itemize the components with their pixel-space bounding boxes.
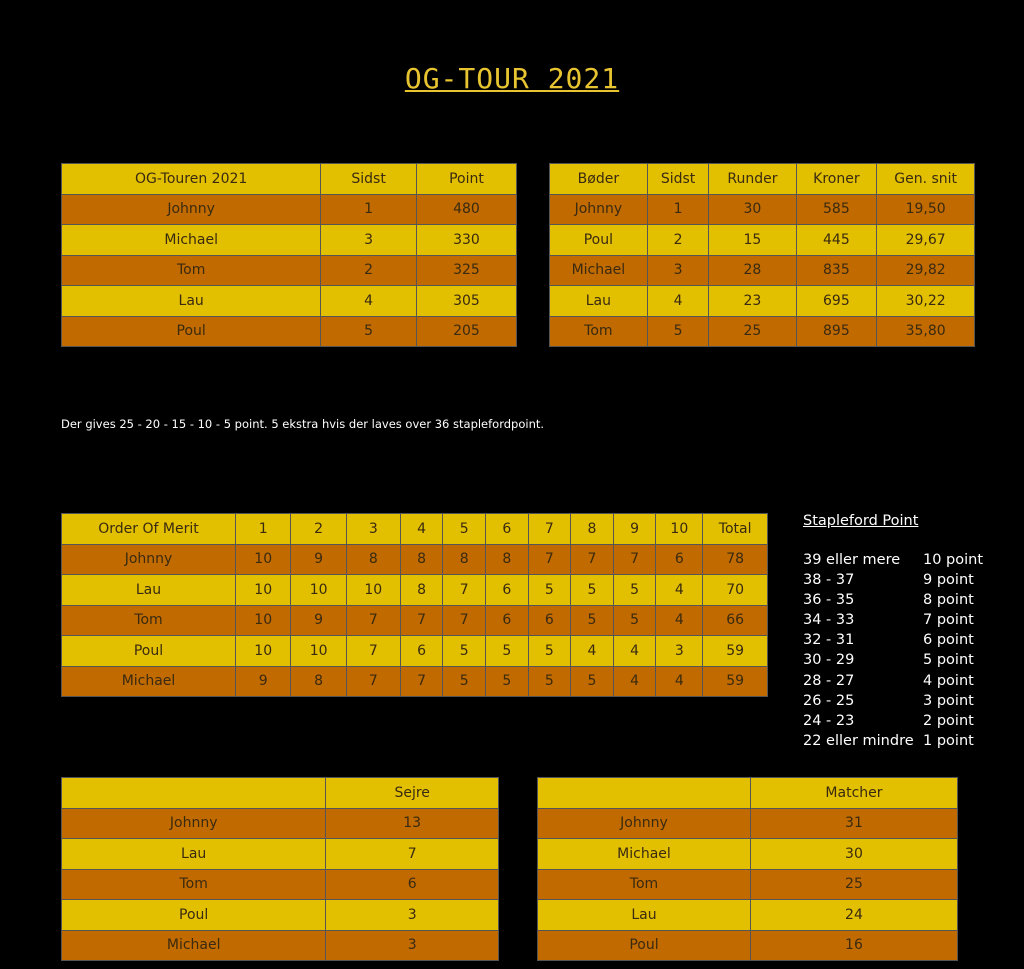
table-cell: 7 xyxy=(528,544,571,575)
table-cell: 6 xyxy=(326,869,499,900)
table-cell: Poul xyxy=(62,316,321,347)
header-cell: Sidst xyxy=(321,164,417,195)
table-cell: 66 xyxy=(703,605,768,636)
table-cell: Poul xyxy=(62,636,236,667)
header-cell: 1 xyxy=(236,514,291,545)
stapleford-row xyxy=(803,550,1003,570)
table-cell: 3 xyxy=(326,930,499,961)
stapleford-row xyxy=(803,650,1003,670)
table-row xyxy=(538,869,958,900)
table-cell: 7 xyxy=(346,666,400,697)
stapleford-points: 6 point xyxy=(923,632,974,649)
header-cell: Sejre xyxy=(326,778,499,809)
table-row xyxy=(550,194,975,225)
table-cell: 10 xyxy=(236,636,291,667)
table-row xyxy=(538,900,958,931)
stapleford-points: 8 point xyxy=(923,592,974,609)
table-cell: 4 xyxy=(656,666,703,697)
table-cell: 28 xyxy=(709,255,796,286)
table-cell: 59 xyxy=(703,666,768,697)
table-cell: Tom xyxy=(550,316,648,347)
table-cell: 3 xyxy=(326,900,499,931)
table-cell: 6 xyxy=(485,605,528,636)
table-cell: 305 xyxy=(416,286,516,317)
header-cell: Kroner xyxy=(796,164,877,195)
sejre-table xyxy=(61,777,499,961)
table-row xyxy=(62,636,768,667)
header-cell: 8 xyxy=(571,514,614,545)
table-cell: 9 xyxy=(291,544,346,575)
header-cell: Bøder xyxy=(550,164,648,195)
table-row xyxy=(62,839,499,870)
table-cell: 8 xyxy=(400,544,443,575)
table-cell: 31 xyxy=(750,808,957,839)
table-cell: 5 xyxy=(571,575,614,606)
table-cell: 5 xyxy=(571,666,614,697)
table-cell: Johnny xyxy=(62,194,321,225)
table-cell: 30 xyxy=(750,839,957,870)
table-cell: 78 xyxy=(703,544,768,575)
stapleford-range: 36 - 35 xyxy=(803,592,855,609)
table-cell: 10 xyxy=(291,575,346,606)
table-cell: 24 xyxy=(750,900,957,931)
table-cell: 7 xyxy=(443,575,486,606)
table-cell: 7 xyxy=(400,666,443,697)
table-cell: 895 xyxy=(796,316,877,347)
table-header-row xyxy=(62,778,499,809)
table-cell: 6 xyxy=(528,605,571,636)
table-cell: 4 xyxy=(571,636,614,667)
table-row xyxy=(538,839,958,870)
stapleford-row xyxy=(803,731,1003,751)
table-cell: 5 xyxy=(485,636,528,667)
table-cell: 5 xyxy=(528,575,571,606)
table-cell: 7 xyxy=(346,636,400,667)
table-cell: 4 xyxy=(647,286,709,317)
table-row xyxy=(62,286,517,317)
table-row xyxy=(550,316,975,347)
table-cell: 25 xyxy=(750,869,957,900)
table-cell: 5 xyxy=(571,605,614,636)
header-cell xyxy=(62,778,326,809)
table-cell: 35,80 xyxy=(877,316,975,347)
og-touren-table xyxy=(61,163,517,347)
table-cell: Tom xyxy=(62,869,326,900)
table-cell: Poul xyxy=(550,225,648,256)
table-row xyxy=(550,225,975,256)
table-cell: 205 xyxy=(416,316,516,347)
table-cell: 1 xyxy=(647,194,709,225)
header-cell: Total xyxy=(703,514,768,545)
table-row xyxy=(62,605,768,636)
table-header-row xyxy=(62,164,517,195)
header-cell: Runder xyxy=(709,164,796,195)
table-cell: 3 xyxy=(647,255,709,286)
table-cell: 25 xyxy=(709,316,796,347)
table-cell: 4 xyxy=(656,605,703,636)
table-cell: Tom xyxy=(62,255,321,286)
stapleford-range: 28 - 27 xyxy=(803,672,855,689)
table-cell: Lau xyxy=(62,286,321,317)
table-cell: 10 xyxy=(236,575,291,606)
table-cell: 16 xyxy=(750,930,957,961)
table-cell: Lau xyxy=(62,839,326,870)
matcher-table xyxy=(537,777,958,961)
table-cell: Johnny xyxy=(538,808,751,839)
table-cell: 1 xyxy=(321,194,417,225)
table-cell: Michael xyxy=(550,255,648,286)
stapleford-row xyxy=(803,610,1003,630)
stapleford-range: 24 - 23 xyxy=(803,712,855,729)
stapleford-points: 3 point xyxy=(923,692,974,709)
table-cell: Tom xyxy=(62,605,236,636)
stapleford-point-legend xyxy=(803,513,1003,751)
table-cell: Michael xyxy=(62,225,321,256)
table-cell: 30,22 xyxy=(877,286,975,317)
table-cell: Tom xyxy=(538,869,751,900)
header-cell: 9 xyxy=(613,514,656,545)
stapleford-row xyxy=(803,691,1003,711)
table-cell: 4 xyxy=(613,636,656,667)
table-row xyxy=(62,900,499,931)
table-cell: Michael xyxy=(538,839,751,870)
table-row xyxy=(550,286,975,317)
table-header-row xyxy=(538,778,958,809)
table-cell: 29,82 xyxy=(877,255,975,286)
stapleford-rows xyxy=(803,550,1003,751)
table-cell: 5 xyxy=(528,636,571,667)
table-row xyxy=(62,225,517,256)
order-of-merit-table xyxy=(61,513,768,697)
table-cell: 5 xyxy=(443,666,486,697)
stapleford-range: 34 - 33 xyxy=(803,612,855,629)
table-cell: 9 xyxy=(236,666,291,697)
header-cell: Order Of Merit xyxy=(62,514,236,545)
table-cell: 6 xyxy=(485,575,528,606)
table-row xyxy=(62,808,499,839)
header-cell: 6 xyxy=(485,514,528,545)
table-cell: 30 xyxy=(709,194,796,225)
table-cell: 3 xyxy=(656,636,703,667)
page-title: OG-TOUR 2021 xyxy=(404,62,620,95)
table-cell: 13 xyxy=(326,808,499,839)
table-row xyxy=(62,930,499,961)
table-cell: 8 xyxy=(291,666,346,697)
header-cell: 4 xyxy=(400,514,443,545)
stapleford-points: 2 point xyxy=(923,712,974,729)
table-cell: 5 xyxy=(613,575,656,606)
table-cell: 7 xyxy=(326,839,499,870)
header-cell: 10 xyxy=(656,514,703,545)
table-cell: 4 xyxy=(613,666,656,697)
table-cell: 10 xyxy=(291,636,346,667)
table-row xyxy=(62,255,517,286)
table-cell: 8 xyxy=(485,544,528,575)
table-cell: 480 xyxy=(416,194,516,225)
table-row xyxy=(538,930,958,961)
table-cell: 7 xyxy=(400,605,443,636)
stapleford-points: 5 point xyxy=(923,652,974,669)
table-cell: 6 xyxy=(400,636,443,667)
stapleford-points: 1 point xyxy=(923,732,974,749)
table-cell: 23 xyxy=(709,286,796,317)
table-cell: 70 xyxy=(703,575,768,606)
table-cell: 5 xyxy=(647,316,709,347)
stapleford-points: 9 point xyxy=(923,572,974,589)
table-cell: 59 xyxy=(703,636,768,667)
table-row xyxy=(62,194,517,225)
table-row xyxy=(62,575,768,606)
table-cell: 9 xyxy=(291,605,346,636)
table-cell: 10 xyxy=(236,544,291,575)
table-cell: 325 xyxy=(416,255,516,286)
stapleford-row xyxy=(803,570,1003,590)
table-cell: 29,67 xyxy=(877,225,975,256)
header-cell: OG-Touren 2021 xyxy=(62,164,321,195)
table-cell: 4 xyxy=(321,286,417,317)
table-cell: 4 xyxy=(656,575,703,606)
table-row xyxy=(538,808,958,839)
table-cell: Johnny xyxy=(62,544,236,575)
table-cell: 835 xyxy=(796,255,877,286)
stapleford-points: 10 point xyxy=(923,552,984,568)
table-cell: 8 xyxy=(346,544,400,575)
table-row xyxy=(550,255,975,286)
boder-table xyxy=(549,163,975,347)
table-cell: Michael xyxy=(62,930,326,961)
table-cell: 6 xyxy=(656,544,703,575)
header-cell: 5 xyxy=(443,514,486,545)
stapleford-row xyxy=(803,671,1003,691)
stapleford-range: 26 - 25 xyxy=(803,692,855,709)
points-note: Der gives 25 - 20 - 15 - 10 - 5 point. 5 ekstra hvis der laves over 36 staplefordpoint. xyxy=(61,417,545,431)
stapleford-range: 39 eller mere xyxy=(803,552,901,568)
table-header-row xyxy=(550,164,975,195)
table-cell: Lau xyxy=(550,286,648,317)
header-cell: Point xyxy=(416,164,516,195)
table-cell: 8 xyxy=(400,575,443,606)
header-cell: 7 xyxy=(528,514,571,545)
table-cell: 10 xyxy=(236,605,291,636)
table-cell: 3 xyxy=(321,225,417,256)
stapleford-title: Stapleford Point xyxy=(803,513,919,529)
table-cell: Johnny xyxy=(62,808,326,839)
header-cell: Sidst xyxy=(647,164,709,195)
table-cell: Poul xyxy=(62,900,326,931)
table-cell: 445 xyxy=(796,225,877,256)
table-row xyxy=(62,316,517,347)
stapleford-row xyxy=(803,630,1003,650)
stapleford-range: 30 - 29 xyxy=(803,652,855,669)
stapleford-range: 22 eller mindre xyxy=(803,732,914,749)
table-cell: 8 xyxy=(443,544,486,575)
table-cell: Johnny xyxy=(550,194,648,225)
table-cell: 10 xyxy=(346,575,400,606)
stapleford-range: 32 - 31 xyxy=(803,632,855,649)
stapleford-row xyxy=(803,711,1003,731)
table-cell: Lau xyxy=(538,900,751,931)
header-cell: Gen. snit xyxy=(877,164,975,195)
table-cell: 585 xyxy=(796,194,877,225)
table-cell: 19,50 xyxy=(877,194,975,225)
header-cell: 3 xyxy=(346,514,400,545)
table-cell: 15 xyxy=(709,225,796,256)
table-cell: 5 xyxy=(613,605,656,636)
table-cell: 7 xyxy=(346,605,400,636)
stapleford-points: 7 point xyxy=(923,612,974,629)
table-cell: 5 xyxy=(528,666,571,697)
table-cell: 7 xyxy=(613,544,656,575)
table-cell: 330 xyxy=(416,225,516,256)
stapleford-range: 38 - 37 xyxy=(803,572,855,589)
table-cell: 7 xyxy=(443,605,486,636)
table-cell: 2 xyxy=(647,225,709,256)
header-cell: 2 xyxy=(291,514,346,545)
table-row xyxy=(62,544,768,575)
table-row xyxy=(62,869,499,900)
table-header-row xyxy=(62,514,768,545)
table-cell: Michael xyxy=(62,666,236,697)
table-cell: 2 xyxy=(321,255,417,286)
table-cell: 5 xyxy=(443,636,486,667)
header-cell xyxy=(538,778,751,809)
table-row xyxy=(62,666,768,697)
table-cell: 7 xyxy=(571,544,614,575)
table-cell: Poul xyxy=(538,930,751,961)
table-cell: 5 xyxy=(321,316,417,347)
stapleford-points: 4 point xyxy=(923,672,974,689)
table-cell: Lau xyxy=(62,575,236,606)
table-cell: 695 xyxy=(796,286,877,317)
stapleford-row xyxy=(803,590,1003,610)
table-cell: 5 xyxy=(485,666,528,697)
header-cell: Matcher xyxy=(750,778,957,809)
